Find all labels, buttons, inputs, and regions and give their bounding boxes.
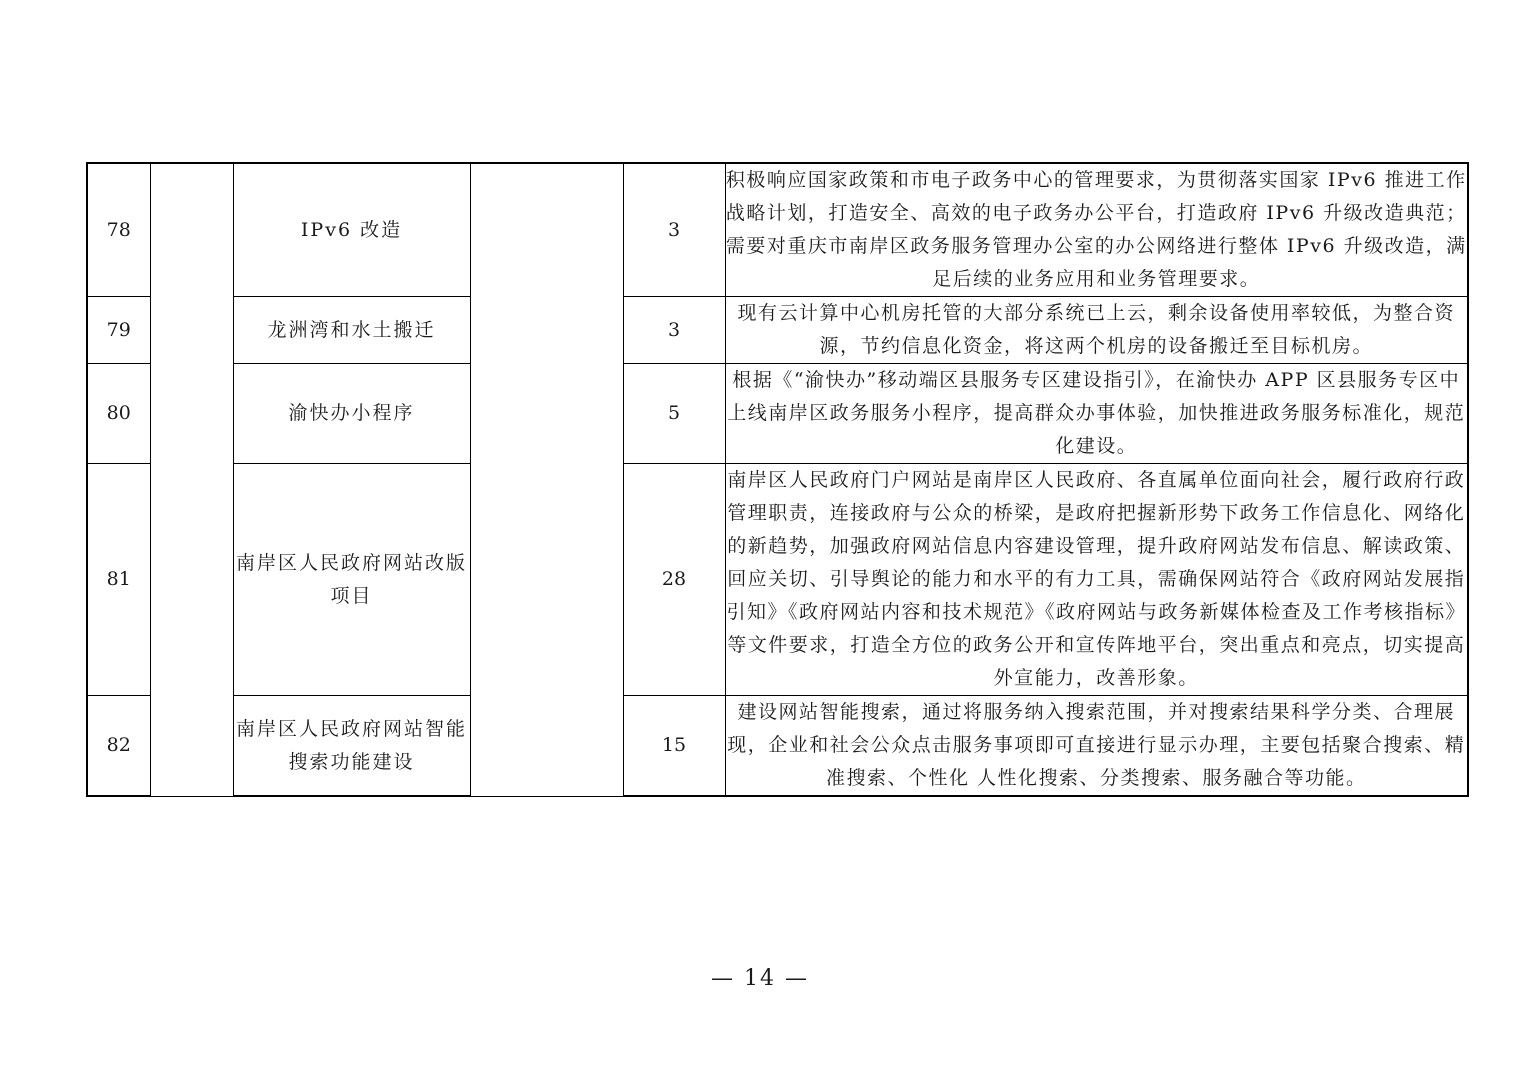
row-number: 78 xyxy=(87,163,150,297)
row-number: 79 xyxy=(87,297,150,364)
project-description: 积极响应国家政策和市电子政务中心的管理要求，为贯彻落实国家 IPv6 推进工作战略计划，打造安全、高效的电子政务办公平台，打造政府 IPv6 升级改造典范；需要对重庆市南岸区政务服务管理办公室的办公网络进行整体 IPv6 升级改造，满足后续的业务应用和业务管理要求。 xyxy=(725,163,1468,297)
row-number: 82 xyxy=(87,696,150,797)
table-row xyxy=(87,364,1468,464)
table-row xyxy=(87,464,1468,696)
merged-category-cell xyxy=(150,163,233,796)
project-name: IPv6 改造 xyxy=(233,163,470,297)
amount: 3 xyxy=(623,297,725,364)
project-description: 建设网站智能搜索，通过将服务纳入搜索范围，并对搜索结果科学分类、合理展现，企业和社会公众点击服务事项即可直接进行显示办理，主要包括聚合搜索、精准搜索、个性化 人性化搜索、分类搜索、服务融合等功能。 xyxy=(725,696,1468,797)
project-name: 南岸区人民政府网站智能搜索功能建设 xyxy=(233,696,470,797)
project-description: 现有云计算中心机房托管的大部分系统已上云，剩余设备使用率较低，为整合资源，节约信息化资金，将这两个机房的设备搬迁至目标机房。 xyxy=(725,297,1468,364)
project-name: 龙洲湾和水土搬迁 xyxy=(233,297,470,364)
amount: 3 xyxy=(623,163,725,297)
table-row xyxy=(87,696,1468,797)
table-row xyxy=(87,297,1468,364)
project-table xyxy=(86,162,1469,797)
row-number: 81 xyxy=(87,464,150,696)
page-number: — 14 — xyxy=(711,966,809,991)
project-description: 南岸区人民政府门户网站是南岸区人民政府、各直属单位面向社会，履行政府行政管理职责，连接政府与公众的桥梁，是政府把握新形势下政务工作信息化、网络化的新趋势，加强政府网站信息内容建设管理，提升政府网站发布信息、解读政策、回应关切、引导舆论的能力和水平的有力工具，需确保网站符合《政府网站发展指引知》《政府网站内容和技术规范》《政府网站与政务新媒体检查及工作考核指标》等文件要求，打造全方位的政务公开和宣传阵地平台，突出重点和亮点，切实提高外宣能力，改善形象。 xyxy=(725,464,1468,696)
project-description: 根据《“渝快办”移动端区县服务专区建设指引》，在渝快办 APP 区县服务专区中上线南岸区政务服务小程序，提高群众办事体验，加快推进政务服务标准化，规范化建设。 xyxy=(725,364,1468,464)
amount: 5 xyxy=(623,364,725,464)
table-row xyxy=(87,163,1468,297)
project-name: 渝快办小程序 xyxy=(233,364,470,464)
amount: 28 xyxy=(623,464,725,696)
amount: 15 xyxy=(623,696,725,797)
project-name: 南岸区人民政府网站改版项目 xyxy=(233,464,470,696)
merged-cell xyxy=(470,163,623,796)
row-number: 80 xyxy=(87,364,150,464)
